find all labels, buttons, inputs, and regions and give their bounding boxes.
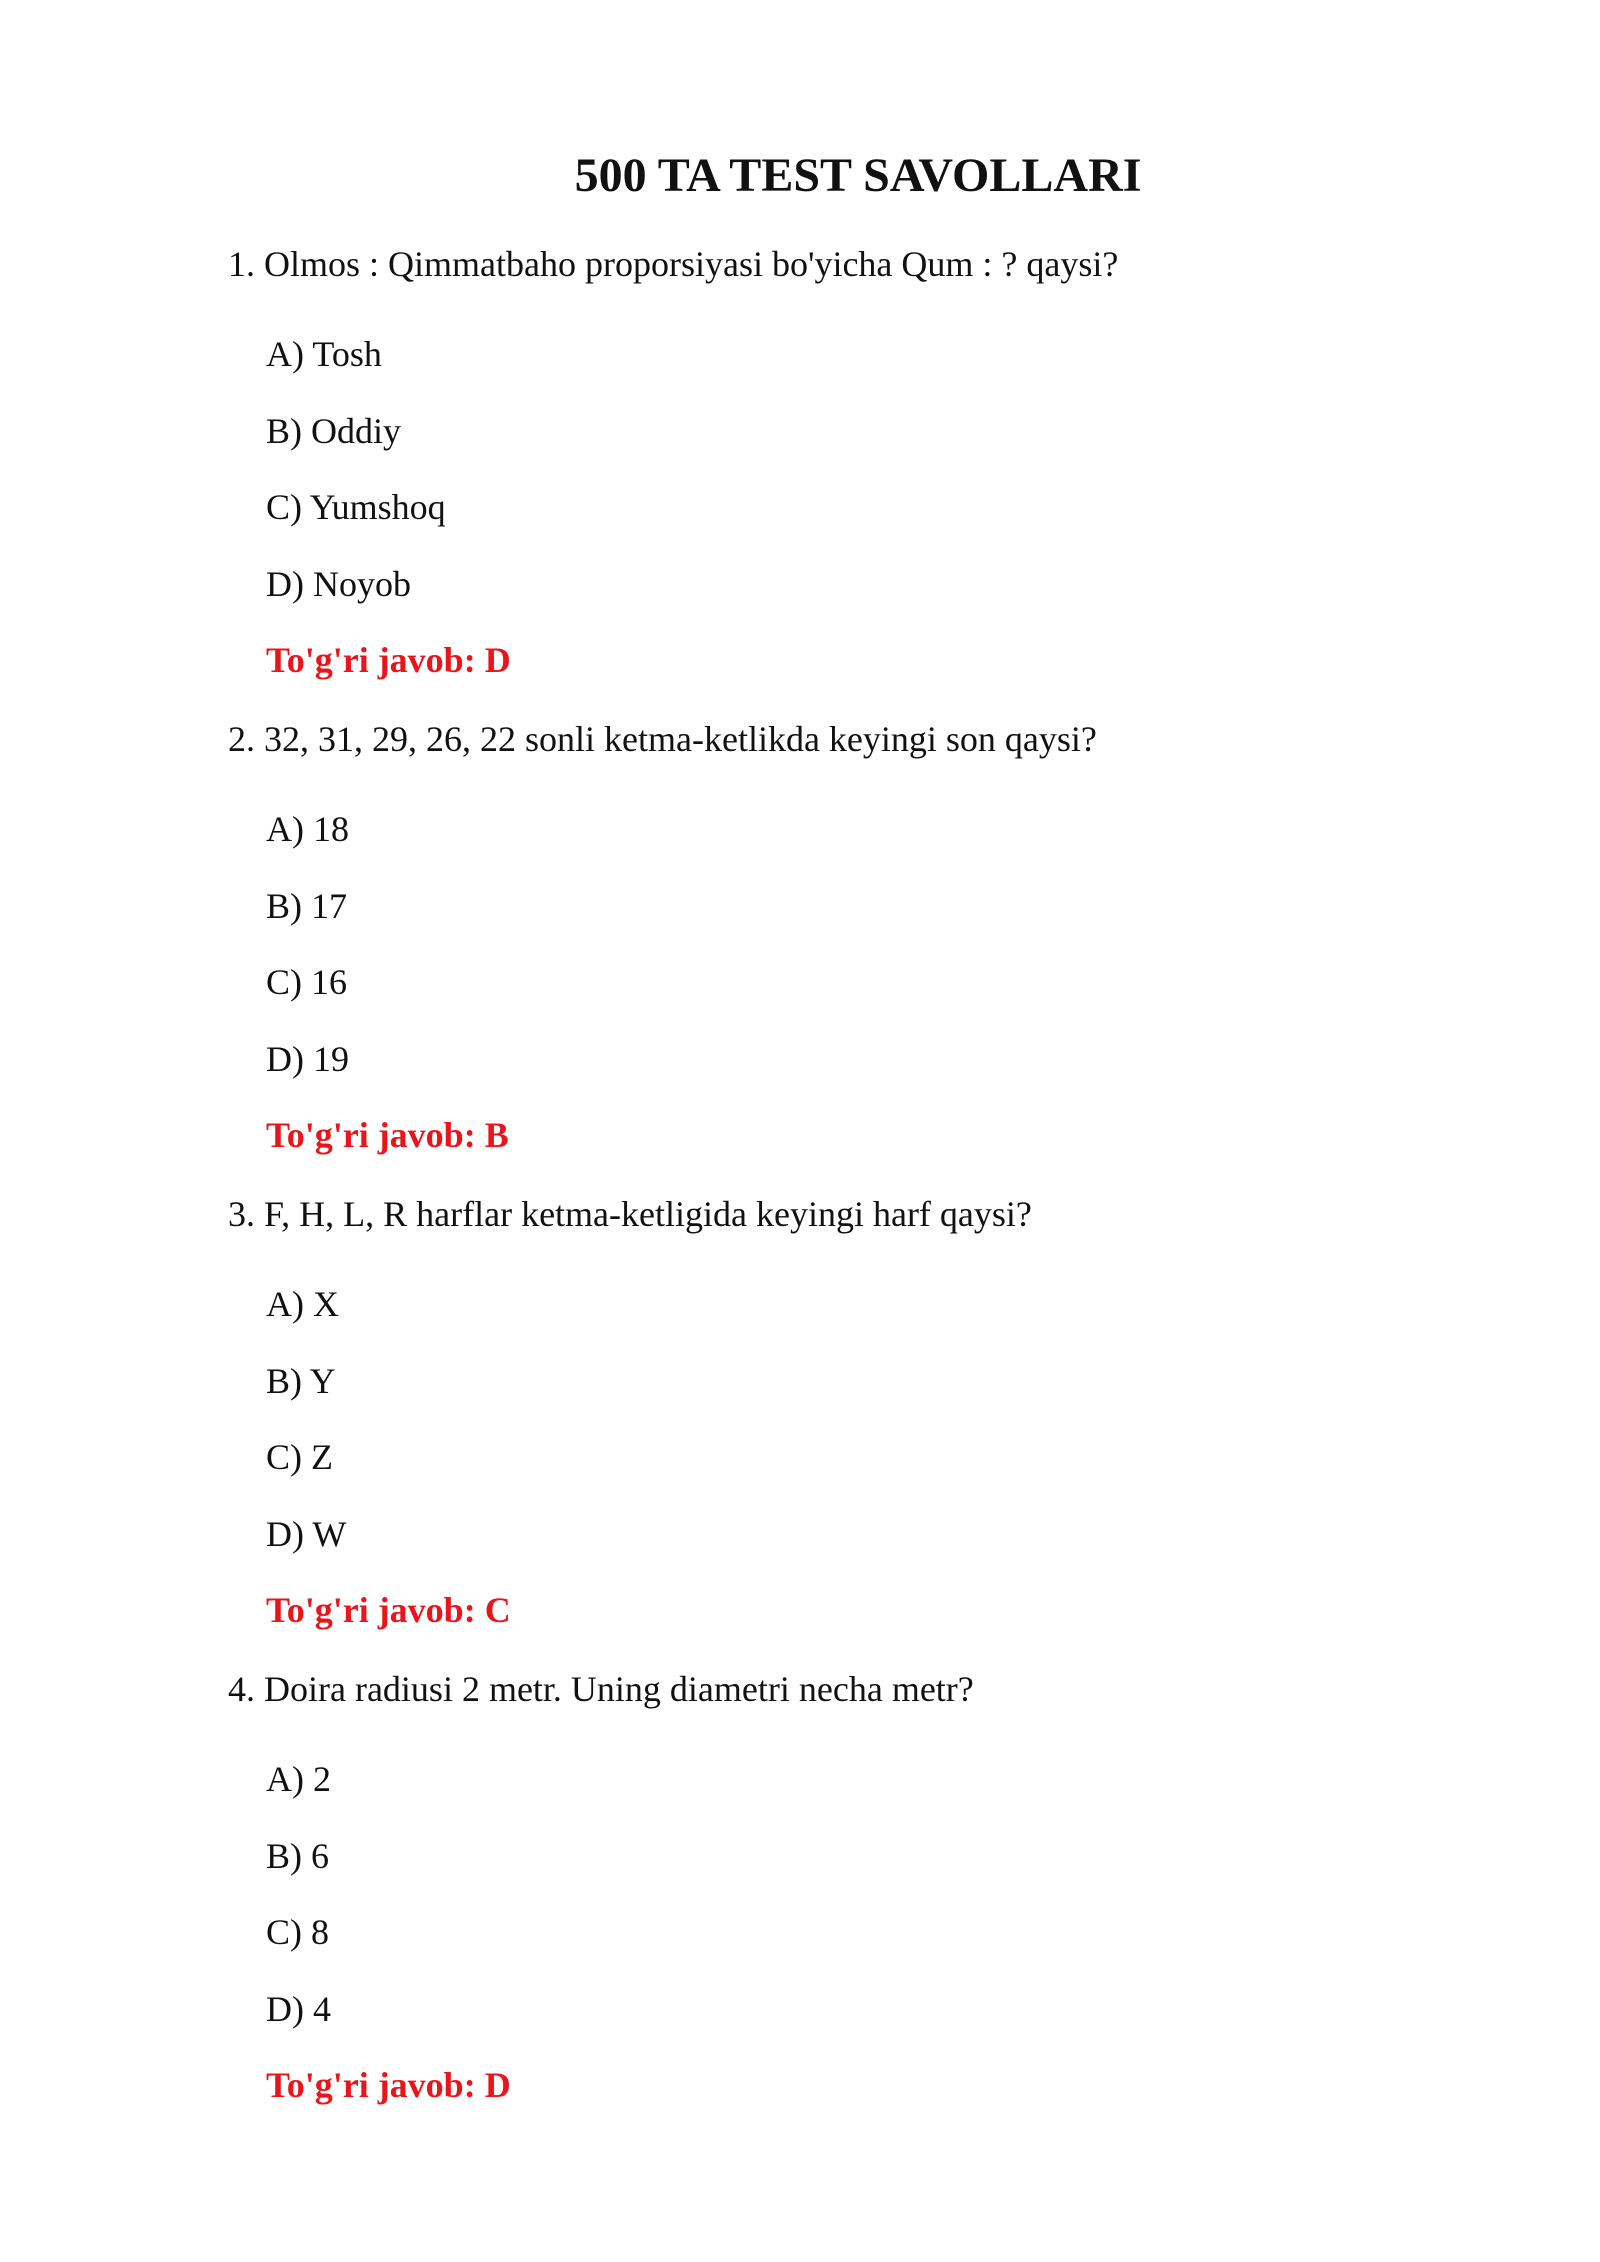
- question-4: [228, 1665, 1428, 2140]
- question-number: 3.: [228, 1194, 255, 1234]
- question-3: [228, 1190, 1428, 1665]
- question-prompt: F, H, L, R harflar ketma-ketligida keyingi harf qaysi?: [264, 1194, 1032, 1234]
- question-number: 2.: [228, 719, 255, 759]
- correct-answer: To'g'ri javob: C: [266, 1590, 511, 1630]
- question-2: [228, 715, 1428, 1190]
- option-c: C) Z: [266, 1437, 333, 1477]
- question-prompt: Doira radiusi 2 metr. Uning diametri necha metr?: [264, 1669, 974, 1709]
- option-a: A) Tosh: [266, 334, 382, 374]
- question-text: [228, 240, 1118, 288]
- question-list: [228, 240, 1428, 2140]
- option-c: C) 8: [266, 1912, 329, 1952]
- option-b: B) 17: [266, 885, 347, 926]
- question-text: [228, 1190, 1032, 1238]
- option-d: D) W: [266, 1513, 347, 1554]
- option-a: A) 18: [266, 809, 349, 849]
- correct-answer: To'g'ri javob: D: [266, 640, 511, 680]
- question-text: [228, 1665, 974, 1713]
- option-d: D) Noyob: [266, 563, 411, 604]
- document-title: 500 TA TEST SAVOLLARI: [574, 149, 1142, 202]
- option-d: D) 19: [266, 1038, 349, 1079]
- question-prompt: Olmos : Qimmatbaho proporsiyasi bo'yicha Qum : ? qaysi?: [264, 244, 1119, 284]
- option-d: D) 4: [266, 1988, 331, 2029]
- question-number: 4.: [228, 1669, 255, 1709]
- option-list: [266, 330, 446, 636]
- option-list: [266, 1755, 331, 2061]
- option-a: A) X: [266, 1284, 339, 1324]
- option-b: B) 6: [266, 1835, 329, 1876]
- question-number: 1.: [228, 244, 255, 284]
- option-b: B) Y: [266, 1360, 336, 1401]
- option-list: [266, 805, 349, 1111]
- option-b: B) Oddiy: [266, 410, 401, 451]
- correct-answer: To'g'ri javob: D: [266, 2065, 511, 2105]
- correct-answer: To'g'ri javob: B: [266, 1115, 509, 1155]
- question-text: [228, 715, 1097, 763]
- option-list: [266, 1280, 346, 1586]
- option-c: C) Yumshoq: [266, 487, 446, 527]
- question-1: [228, 240, 1428, 715]
- option-c: C) 16: [266, 962, 347, 1002]
- option-a: A) 2: [266, 1759, 331, 1799]
- question-prompt: 32, 31, 29, 26, 22 sonli ketma-ketlikda keyingi son qaysi?: [264, 719, 1097, 759]
